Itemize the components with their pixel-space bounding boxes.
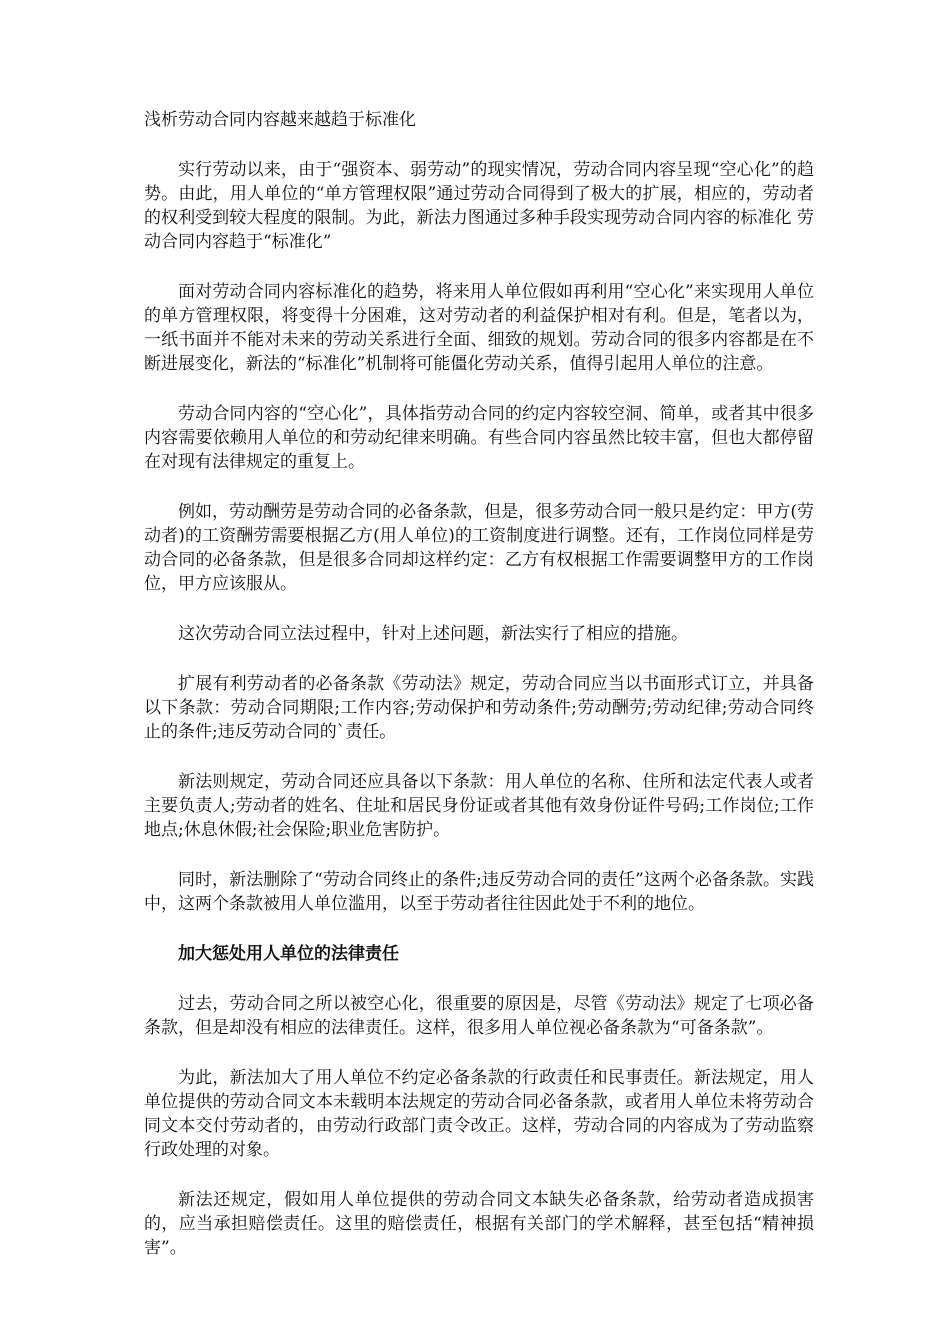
paragraph: 劳动合同内容的“空心化”，具体指劳动合同的约定内容较空洞、简单，或者其中很多内容需要依赖用人单位的和劳动纪律来明确。有些合同内容虽然比较丰富，但也大都停留在对现有法律规定的重复上。: [144, 404, 814, 472]
paragraph: 扩展有利劳动者的必备条款《劳动法》规定，劳动合同应当以书面形式订立，并具备以下条款：劳动合同期限;工作内容;劳动保护和劳动条件;劳动酬劳;劳动纪律;劳动合同终止的条件;违反劳动合同的`责任。: [144, 674, 814, 742]
document-body: [144, 108, 814, 1286]
document-title: 浅析劳动合同内容越来越趋于标准化: [144, 110, 416, 130]
paragraph: 面对劳动合同内容标准化的趋势，将来用人单位假如再利用“空心化”来实现用人单位的单方管理权限，将变得十分困难，这对劳动者的利益保护相对有利。但是，笔者以为，一纸书面并不能对未来的劳动关系进行全面、细致的规划。劳动合同的很多内容都是在不断进展变化，新法的“标准化”机制将可能僵化劳动关系，值得引起用人单位的注意。: [144, 282, 814, 374]
paragraph: 实行劳动以来，由于“强资本、弱劳动”的现实情况，劳动合同内容呈现“空心化”的趋势。由此，用人单位的“单方管理权限”通过劳动合同得到了极大的扩展，相应的，劳动者的权利受到较大程度的限制。为此，新法力图通过多种手段实现劳动合同内容的标准化 劳动合同内容趋于“标准化”: [144, 160, 814, 252]
paragraph: 这次劳动合同立法过程中，针对上述问题，新法实行了相应的措施。: [178, 624, 688, 644]
paragraph: 为此，新法加大了用人单位不约定必备条款的行政责任和民事责任。新法规定，用人单位提供的劳动合同文本未载明本法规定的劳动合同必备条款，或者用人单位未将劳动合同文本交付劳动者的，由劳动行政部门责令改正。这样，劳动合同的内容成为了劳动监察行政处理的对象。: [144, 1068, 814, 1160]
paragraph: 新法还规定，假如用人单位提供的劳动合同文本缺失必备条款，给劳动者造成损害的，应当承担赔偿责任。这里的赔偿责任，根据有关部门的学术解释，甚至包括“精神损害”。: [144, 1190, 814, 1258]
paragraph: 例如，劳动酬劳是劳动合同的必备条款，但是，很多劳动合同一般只是约定：甲方(劳动者)的工资酬劳需要根据乙方(用人单位)的工资制度进行调整。还有，工作岗位同样是劳动合同的必备条款，但是很多合同却这样约定：乙方有权根据工作需要调整甲方的工作岗位，甲方应该服从。: [144, 502, 814, 594]
section-heading: 加大惩处用人单位的法律责任: [178, 944, 399, 964]
paragraph: 新法则规定，劳动合同还应具备以下条款：用人单位的名称、住所和法定代表人或者主要负责人;劳动者的姓名、住址和居民身份证或者其他有效身份证件号码;工作岗位;工作地点;休息休假;社会保险;职业危害防护。: [144, 772, 814, 840]
paragraph: 同时，新法删除了“劳动合同终止的条件;违反劳动合同的责任”这两个必备条款。实践中，这两个条款被用人单位滥用，以至于劳动者往往因此处于不利的地位。: [144, 870, 814, 914]
paragraph: 过去，劳动合同之所以被空心化，很重要的原因是，尽管《劳动法》规定了七项必备条款，但是却没有相应的法律责任。这样，很多用人单位视必备条款为“可备条款”。: [144, 994, 814, 1038]
